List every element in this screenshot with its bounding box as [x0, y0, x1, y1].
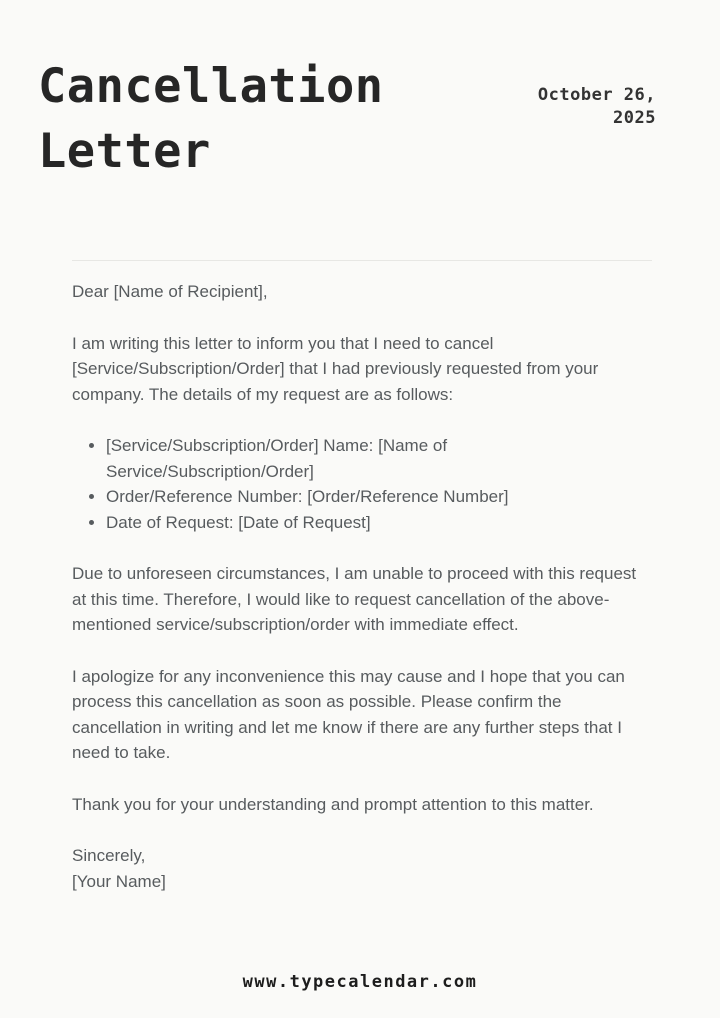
letter-date: October 26, 2025 [537, 85, 656, 128]
intro-paragraph: I am writing this letter to inform you that I need to cancel [Service/Subscription/Order] that I had previously requested from your company. The details of my request are as follows: [72, 333, 599, 404]
paragraph-apology: I apologize for any inconvenience this may cause and I hope that you can process this cancellation as soon as possible. Please confirm the cancellation in writing and let me know if there are any further steps that I need to take. [72, 666, 625, 762]
list-item-request-date: • Date of Request: [Date of Request] [106, 510, 650, 536]
page-title: Cancellation Letter [38, 59, 384, 179]
letter-body [0, 261, 720, 894]
salutation: Dear [Name of Recipient], [72, 282, 268, 301]
request-details-list [72, 433, 650, 535]
closing-block [72, 843, 650, 894]
signature-placeholder: [Your Name] [72, 871, 166, 891]
website-url: www.typecalendar.com [242, 972, 478, 992]
list-item-order-number: • Order/Reference Number: [Order/Reference Number] [106, 484, 650, 510]
letter-header [0, 0, 720, 184]
closing-sincerely: Sincerely, [72, 846, 146, 865]
paragraph-thanks: Thank you for your understanding and prompt attention to this matter. [72, 794, 594, 814]
paragraph-reason: Due to unforeseen circumstances, I am unable to proceed with this request at this time. Therefore, I would like to request cancellation of the above-mentioned service/subscription/order with immediate effect. [72, 564, 637, 634]
list-item-service-name: • [Service/Subscription/Order] Name: [Name of Service/Subscription/Order] [106, 433, 650, 484]
page-footer [0, 972, 720, 992]
